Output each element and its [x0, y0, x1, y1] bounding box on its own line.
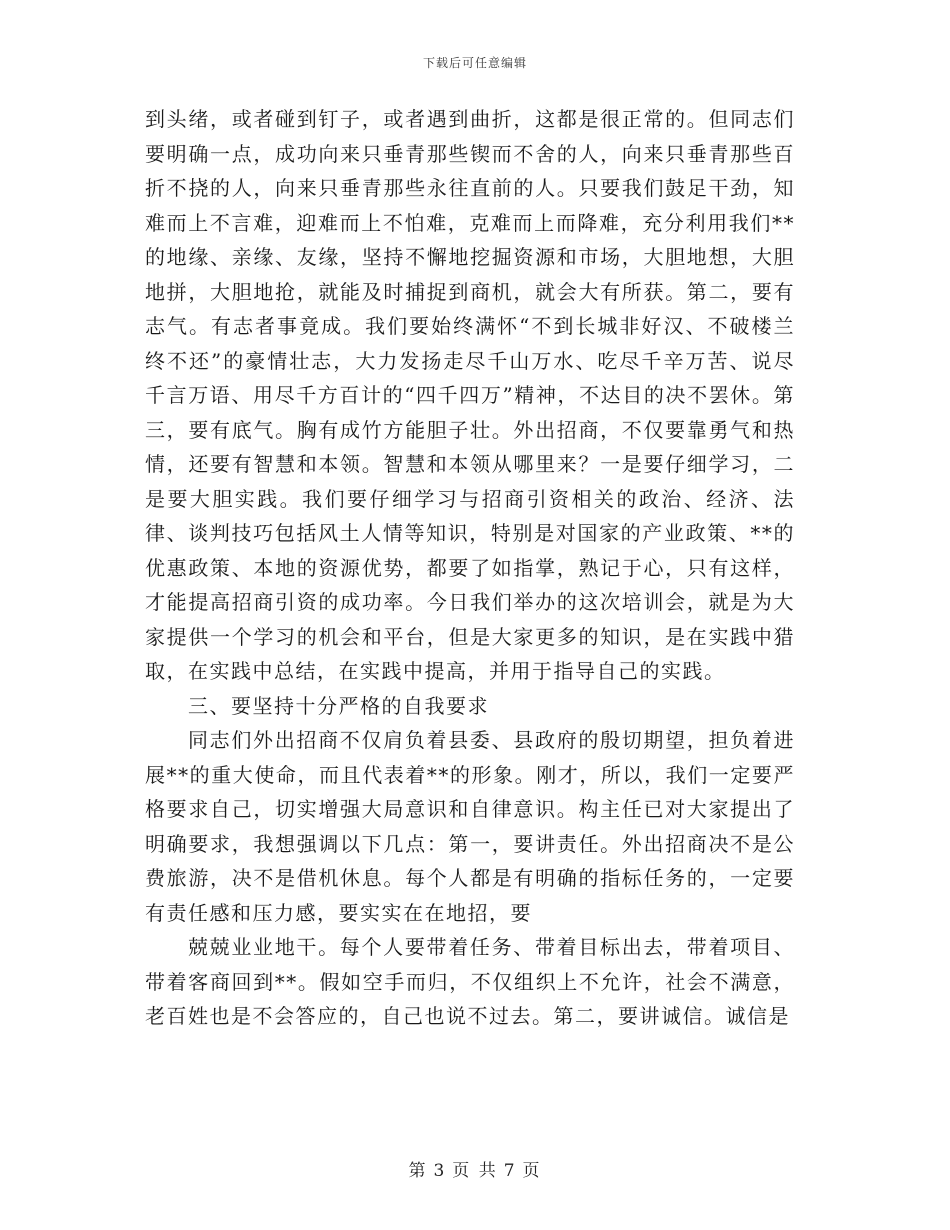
footer-prefix: 第	[408, 1161, 428, 1181]
section-heading: 三、要坚持十分严格的自我要求	[188, 693, 489, 718]
footer-suffix: 页	[522, 1161, 542, 1181]
paragraph: 兢兢业业地干。每个人要带着任务、带着目标出去，带着项目、带着客商回到**。假如空手而归，不仅组织上不允许，社会不满意，老百姓也是不会答应的，自己也说不过去。第二，要讲诚信。诚信是	[145, 935, 795, 1028]
page-footer	[0, 1156, 950, 1181]
page-header: 下载后可任意编辑	[422, 56, 527, 70]
footer-middle: 页 共	[452, 1161, 498, 1181]
document-body	[145, 102, 795, 1034]
page-number: 3	[433, 1161, 447, 1181]
paragraph: 同志们外出招商不仅肩负着县委、县政府的殷切期望，担负着进展**的重大使命，而且代表着**的形象。刚才，所以，我们一定要严格要求自己，切实增强大局意识和自律意识。构主任已对大家提出了明确要求，我想强调以下几点：第一，要讲责任。外出招商决不是公费旅游，决不是借机休息。每个人都是有明确的指标任务的，一定要有责任感和压力感，要实实在在地招，要	[145, 728, 795, 925]
paragraph-continuation: 到头绪，或者碰到钉子，或者遇到曲折，这都是很正常的。但同志们要明确一点，成功向来只垂青那些锲而不舍的人，向来只垂青那些百折不挠的人，向来只垂青那些永往直前的人。只要我们鼓足干劲，知难而上不言难，迎难而上不怕难，克难而上而降难，充分利用我们**的地缘、亲缘、友缘，坚持不懈地挖掘资源和市场，大胆地想，大胆地拼，大胆地抢，就能及时捕捉到商机，就会大有所获。第二，要有志气。有志者事竟成。我们要始终满怀“不到长城非好汉、不破楼兰终不还”的豪情壮志，大力发扬走尽千山万水、吃尽千辛万苦、说尽千言万语、用尽千方百计的“四千四万”精神，不达目的决不罢休。第三，要有底气。胸有成竹方能胆子壮。外出招商，不仅要靠勇气和热情，还要有智慧和本领。智慧和本领从哪里来？一是要仔细学习，二是要大胆实践。我们要仔细学习与招商引资相关的政治、经济、法律、谈判技巧包括风土人情等知识，特别是对国家的产业政策、**的优惠政策、本地的资源优势，都要了如指掌，熟记于心，只有这样，才能提高招商引资的成功率。今日我们举办的这次培训会，就是为大家提供一个学习的机会和平台，但是大家更多的知识，是在实践中猎取，在实践中总结，在实践中提高，并用于指导自己的实践。	[145, 107, 795, 683]
total-pages: 7	[503, 1161, 517, 1181]
